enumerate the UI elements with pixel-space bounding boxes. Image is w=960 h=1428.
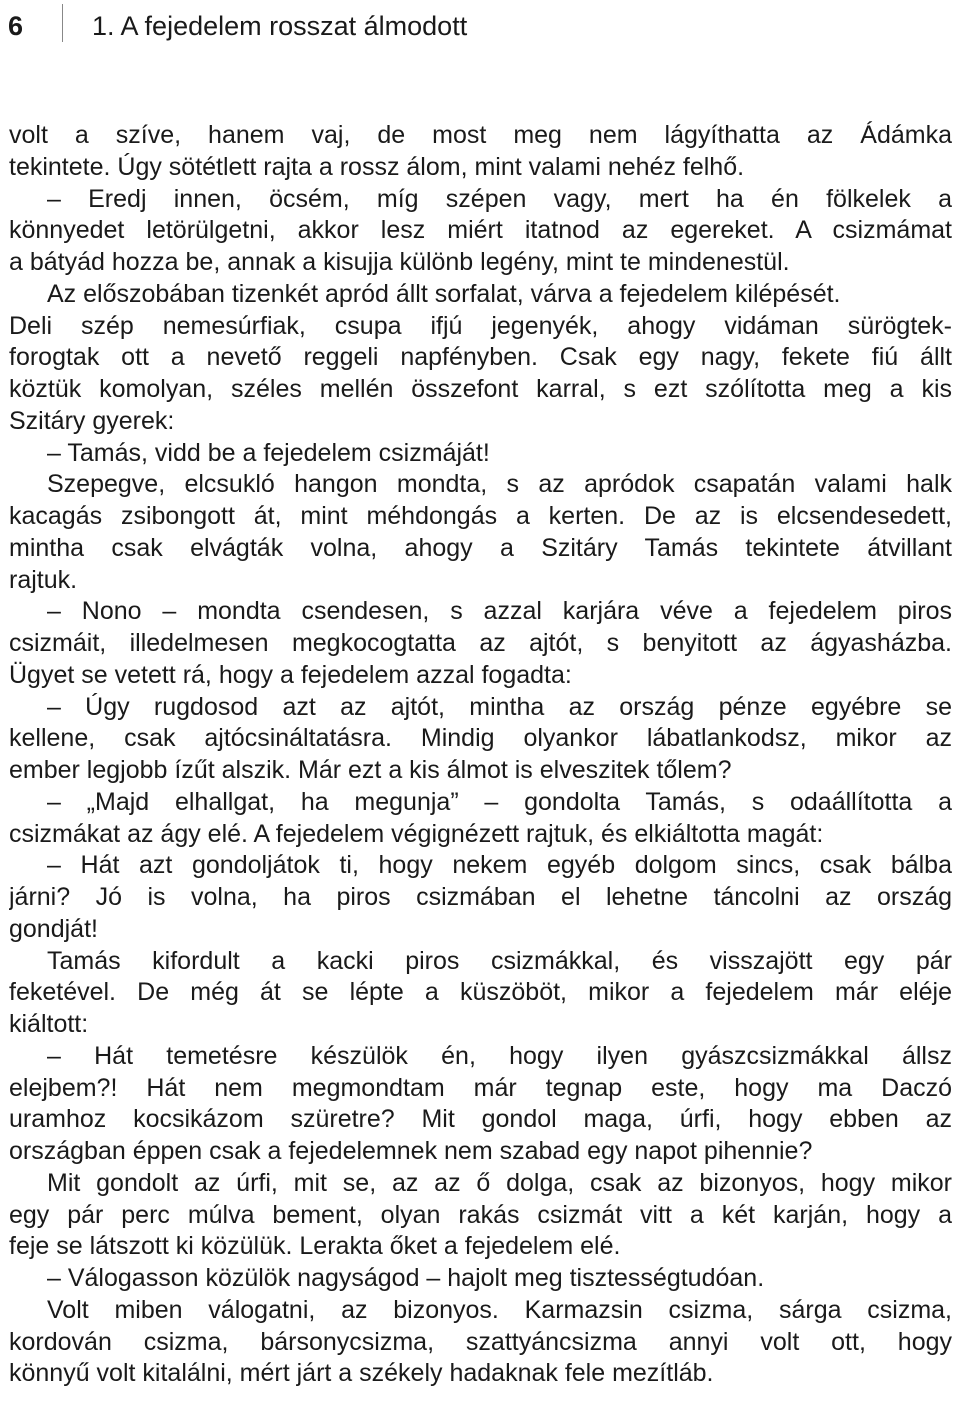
text-line: ember legjobb ízűt alszik. Már ezt a kis álmot is elveszitek tőlem? (9, 756, 732, 784)
text-line: uramhoz kocsikázom szüretre? Mit gondol maga, úrfi, hogy ebben az (9, 1105, 952, 1134)
text-line: járni? Jó is volna, ha piros csizmában el lehetne táncolni az ország (9, 883, 952, 911)
text-line: kiáltott: (9, 1010, 89, 1038)
text-line: feketével. De még át se lépte a küszöböt, mikor a fejedelem már eléje (9, 978, 952, 1007)
text-line: köztük komolyan, széles mellén összefont karral, s ezt szólította meg a kis (9, 375, 952, 403)
text-line: Volt miben válogatni, az bizonyos. Karmazsin csizma, sárga csizma, (47, 1295, 952, 1324)
text-line: csizmáit, illedelmesen megkocogtatta az ajtót, s benyitott az ágyasházba. (9, 629, 952, 657)
text-line: Szepegve, elcsukló hangon mondta, s az apródok csapatán valami halk (47, 470, 952, 499)
text-line: – Eredj innen, öcsém, míg szépen vagy, mert ha én fölkelek a (47, 184, 952, 213)
text-line: Mit gondolt az úrfi, mit se, az az ő dolga, csak az bizonyos, hogy mikor (47, 1168, 952, 1197)
text-body (9, 120, 952, 1390)
text-line: Tamás kifordult a kacki piros csizmákkal, és visszajött egy pár (47, 946, 952, 975)
text-line: tekintete. Úgy sötétlett rajta a rossz álom, mint valami nehéz felhő. (9, 152, 745, 181)
page-header (0, 0, 960, 60)
text-line: volt a szíve, hanem vaj, de most meg nem lágyíthatta az Ádámka (9, 121, 952, 149)
text-line: forogtak ott a nevető reggeli napfényben. Csak egy nagy, fekete fiú állt (9, 343, 952, 372)
chapter-title: 1. A fejedelem rosszat álmodott (92, 11, 468, 41)
text-line: elejbem?! Hát nem megmondtam már tegnap este, hogy ma Daczó (9, 1073, 952, 1102)
text-line: Szitáry gyerek: (9, 406, 175, 435)
text-line: – Nono – mondta csendesen, s azzal karjára véve a fejedelem piros (47, 597, 952, 626)
text-line: mintha csak elvágták volna, ahogy a Szitáry Tamás tekintete átvillant (9, 533, 952, 562)
text-line: a bátyád hozza be, annak a kisujja különb legény, mint te mindenestül. (9, 248, 790, 276)
text-line: – Úgy rugdosod azt az ajtót, mintha az ország pénze egyébre se (47, 692, 952, 721)
text-line: könnyű volt kitalálni, mért járt a székely hadaknak fele mezítláb. (9, 1359, 714, 1388)
page-number: 6 (8, 11, 24, 41)
text-line: – „Majd elhallgat, ha megunja” – gondolta Tamás, s odaállította a (47, 787, 952, 816)
text-line: feje se látszott ki közülük. Lerakta őket a fejedelem elé. (9, 1232, 621, 1261)
text-line: könnyedet letörülgetni, akkor lesz miért itatnod az egereket. A csizmámat (9, 216, 952, 245)
header-divider (62, 4, 63, 42)
text-line: kacagás zsibongott át, mint méhdongás a kerten. De az is elcsendesedett, (9, 502, 952, 530)
text-line: egy pár perc múlva bement, olyan rakás csizmát vitt a két karján, hogy a (9, 1200, 952, 1229)
text-line: országban éppen csak a fejedelemnek nem szabad egy napot pihennie? (9, 1137, 813, 1165)
text-line: Ügyet se vetett rá, hogy a fejedelem azzal fogadta: (9, 660, 572, 689)
text-line: rajtuk. (9, 565, 78, 594)
text-line: – Hát azt gondoljátok ti, hogy nekem egyéb dolgom sincs, csak bálba (47, 851, 952, 880)
text-line: – Válogasson közülök nagyságod – hajolt meg tisztességtudóan. (47, 1264, 765, 1292)
text-line: – Hát temetésre készülök én, hogy ilyen gyászcsizmákkal állsz (47, 1041, 952, 1070)
text-line: kellene, csak ajtócsináltatásra. Mindig olyankor lábatlankodsz, mikor az (9, 724, 952, 753)
text-line: Az előszobában tizenkét apród állt sorfalat, várva a fejedelem kilépését. (47, 279, 841, 308)
text-line: gondját! (9, 914, 98, 943)
text-line: – Tamás, vidd be a fejedelem csizmáját! (47, 438, 490, 467)
text-line: Deli szép nemesúrfiak, csupa ifjú jegenyék, ahogy vidáman sürögtek- (9, 311, 952, 340)
text-line: csizmákat az ágy elé. A fejedelem végignézett rajtuk, és elkiáltotta magát: (9, 819, 824, 848)
text-line: kordován csizma, bársonycsizma, szattyáncsizma annyi volt ott, hogy (9, 1327, 952, 1356)
